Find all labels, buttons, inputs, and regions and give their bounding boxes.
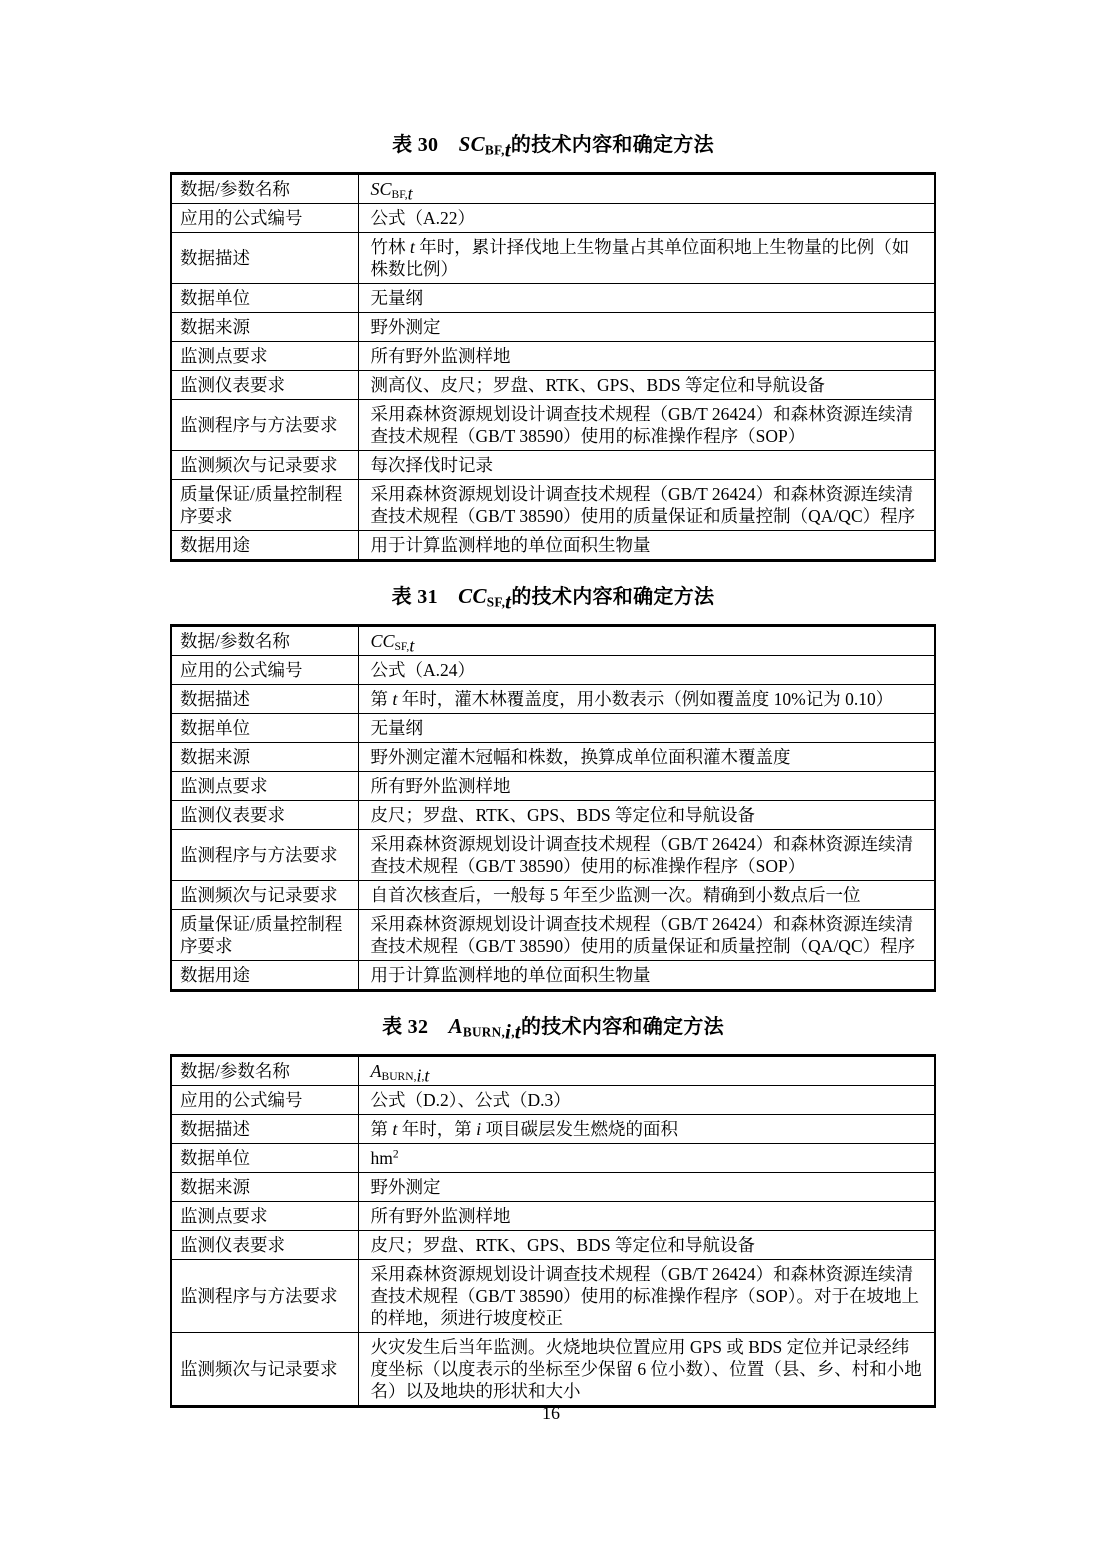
text-segment: 公式（D.2）、公式（D.3） — [370, 1090, 571, 1110]
table-row — [171, 626, 935, 656]
data-table — [170, 172, 936, 562]
row-value — [358, 743, 935, 772]
text-segment: hm — [370, 1148, 393, 1168]
table-row — [171, 400, 935, 451]
table-row — [171, 830, 935, 881]
text-segment: 采用森林资源规划设计调查技术规程（GB/T 26424）和森林资源连续清查技术规程（GB/T 38590）使用的标准操作程序（SOP） — [370, 834, 914, 876]
row-value — [358, 284, 935, 313]
data-table — [170, 1054, 936, 1408]
math-variable: SC — [370, 179, 392, 199]
row-label: 数据来源 — [171, 313, 358, 342]
row-value — [358, 313, 935, 342]
math-variable: CC — [458, 584, 487, 608]
row-label: 数据描述 — [171, 233, 358, 284]
row-value — [358, 174, 935, 204]
table-row — [171, 714, 935, 743]
row-value — [358, 1115, 935, 1144]
table-title — [170, 131, 936, 162]
text-segment: 表 30 — [392, 134, 459, 156]
text-segment: 采用森林资源规划设计调查技术规程（GB/T 26424）和森林资源连续清查技术规程（GB/T 38590）使用的质量保证和质量控制（QA/QC）程序 — [370, 484, 916, 526]
text-segment: 公式（A.24） — [370, 660, 476, 680]
table-title — [170, 1013, 936, 1044]
row-value — [358, 531, 935, 561]
row-value — [358, 480, 935, 531]
text-segment: 火灾发生后当年监测。火烧地块位置应用 GPS 或 BDS 定位并记录经纬度坐标（以度表示的坐标至少保留 6 位小数）、位置（县、乡、村和小地名）以及地块的形状和大小 — [370, 1337, 922, 1401]
table-row — [171, 1144, 935, 1173]
text-segment: 第 — [370, 689, 393, 709]
table-row — [171, 313, 935, 342]
row-value — [358, 1086, 935, 1115]
text-segment: 皮尺；罗盘、RTK、GPS、BDS 等定位和导航设备 — [370, 1235, 755, 1255]
math-subscript: BURN, — [381, 1070, 417, 1083]
row-label: 数据描述 — [171, 1115, 358, 1144]
row-value — [358, 1260, 935, 1333]
row-label: 数据单位 — [171, 284, 358, 313]
table-row — [171, 772, 935, 801]
text-segment: 自首次核查后，一般每 5 年至少监测一次。精确到小数点后一位 — [370, 885, 861, 905]
text-segment: 野外测定 — [370, 1177, 441, 1197]
text-segment: 年时，第 — [397, 1119, 477, 1139]
row-value — [358, 656, 935, 685]
math-variable: i — [476, 1119, 482, 1139]
row-label: 监测点要求 — [171, 342, 358, 371]
text-segment: 测高仪、皮尺；罗盘、RTK、GPS、BDS 等定位和导航设备 — [370, 375, 825, 395]
table-row — [171, 1333, 935, 1407]
text-segment: 皮尺；罗盘、RTK、GPS、BDS 等定位和导航设备 — [370, 805, 755, 825]
text-segment: 表 32 — [382, 1016, 449, 1038]
row-value — [358, 1333, 935, 1407]
row-label: 数据单位 — [171, 714, 358, 743]
math-subscript: BF, — [484, 142, 505, 158]
row-value — [358, 400, 935, 451]
math-superscript: 2 — [392, 1148, 399, 1161]
row-label: 监测频次与记录要求 — [171, 881, 358, 910]
table-row — [171, 1056, 935, 1086]
table-row — [171, 801, 935, 830]
table-row — [171, 1115, 935, 1144]
row-label: 数据单位 — [171, 1144, 358, 1173]
row-value — [358, 1056, 935, 1086]
row-label: 监测频次与记录要求 — [171, 451, 358, 480]
row-label: 数据描述 — [171, 685, 358, 714]
math-variable: CC — [370, 631, 395, 651]
text-segment: 用于计算监测样地的单位面积生物量 — [370, 965, 651, 985]
row-label: 监测点要求 — [171, 772, 358, 801]
row-label: 监测程序与方法要求 — [171, 400, 358, 451]
row-label: 应用的公式编号 — [171, 1086, 358, 1115]
math-variable: A — [448, 1014, 463, 1038]
text-segment: 采用森林资源规划设计调查技术规程（GB/T 26424）和森林资源连续清查技术规程（GB/T 38590）使用的质量保证和质量控制（QA/QC）程序 — [370, 914, 916, 956]
row-value — [358, 961, 935, 991]
text-segment: 每次择伐时记录 — [370, 455, 493, 475]
math-subscript-variable: t — [504, 137, 511, 162]
table-row — [171, 961, 935, 991]
row-value — [358, 204, 935, 233]
row-label: 应用的公式编号 — [171, 204, 358, 233]
text-segment: 野外测定灌木冠幅和株数，换算成单位面积灌木覆盖度 — [370, 747, 791, 767]
row-value — [358, 1231, 935, 1260]
row-label: 监测频次与记录要求 — [171, 1333, 358, 1407]
table-row — [171, 451, 935, 480]
row-value — [358, 714, 935, 743]
table-row — [171, 204, 935, 233]
row-value — [358, 881, 935, 910]
text-segment: 无量纲 — [370, 288, 423, 308]
math-subscript-variable: t — [424, 1065, 430, 1086]
table-title — [170, 583, 936, 614]
text-segment: 采用森林资源规划设计调查技术规程（GB/T 26424）和森林资源连续清查技术规程（GB/T 38590）使用的标准操作程序（SOP） — [370, 404, 914, 446]
text-segment: 竹林 — [370, 237, 410, 257]
row-value — [358, 626, 935, 656]
row-label: 数据/参数名称 — [171, 174, 358, 204]
row-label: 数据用途 — [171, 531, 358, 561]
text-segment: 用于计算监测样地的单位面积生物量 — [370, 535, 651, 555]
math-variable: t — [392, 1119, 398, 1139]
document-content — [170, 0, 936, 1408]
math-subscript: SF, — [486, 594, 506, 610]
math-subscript: BURN, — [462, 1024, 506, 1040]
text-segment: 的技术内容和确定方法 — [511, 586, 715, 608]
table-row — [171, 531, 935, 561]
row-label: 数据来源 — [171, 743, 358, 772]
math-subscript: , — [421, 1070, 425, 1083]
row-value — [358, 1173, 935, 1202]
row-label: 数据/参数名称 — [171, 1056, 358, 1086]
page-number: 16 — [542, 1403, 560, 1423]
row-label: 应用的公式编号 — [171, 656, 358, 685]
text-segment: 第 — [370, 1119, 393, 1139]
text-segment: 采用森林资源规划设计调查技术规程（GB/T 26424）和森林资源连续清查技术规程（GB/T 38590）使用的标准操作程序（SOP）。对于在坡地上的样地，须进行坡度校正 — [370, 1264, 920, 1328]
math-subscript-variable: i — [416, 1065, 422, 1086]
text-segment: 年时，累计择伐地上生物量占其单位面积地上生物量的比例（如株数比例） — [370, 237, 910, 279]
text-segment: 所有野外监测样地 — [370, 346, 511, 366]
row-value — [358, 1144, 935, 1173]
text-segment: 项目碳层发生燃烧的面积 — [481, 1119, 679, 1139]
table-row — [171, 743, 935, 772]
math-variable: SC — [458, 132, 485, 156]
row-value — [358, 371, 935, 400]
row-value — [358, 685, 935, 714]
text-segment: 年时，灌木林覆盖度，用小数表示（例如覆盖度 10%记为 0.10） — [397, 689, 894, 709]
table-row — [171, 685, 935, 714]
text-segment: 所有野外监测样地 — [370, 776, 511, 796]
row-label: 质量保证/质量控制程序要求 — [171, 910, 358, 961]
math-subscript-variable: t — [514, 1019, 521, 1044]
row-value — [358, 342, 935, 371]
math-variable: t — [392, 689, 398, 709]
row-value — [358, 910, 935, 961]
row-label: 数据来源 — [171, 1173, 358, 1202]
row-value — [358, 233, 935, 284]
table-row — [171, 233, 935, 284]
row-label: 监测点要求 — [171, 1202, 358, 1231]
math-subscript: SF, — [394, 640, 410, 653]
table-row — [171, 342, 935, 371]
table-row — [171, 371, 935, 400]
table-row — [171, 1086, 935, 1115]
math-subscript-variable: t — [409, 635, 415, 656]
text-segment: 公式（A.22） — [370, 208, 476, 228]
text-segment: 无量纲 — [370, 718, 423, 738]
text-segment: 的技术内容和确定方法 — [510, 134, 714, 156]
math-subscript-variable: t — [505, 589, 512, 614]
row-label: 监测仪表要求 — [171, 371, 358, 400]
math-variable: A — [370, 1061, 382, 1081]
table-row — [171, 1173, 935, 1202]
table-row — [171, 1231, 935, 1260]
row-value — [358, 772, 935, 801]
row-label: 监测仪表要求 — [171, 1231, 358, 1260]
math-subscript-variable: i — [505, 1019, 512, 1044]
row-label: 监测程序与方法要求 — [171, 1260, 358, 1333]
row-value — [358, 801, 935, 830]
table-row — [171, 910, 935, 961]
text-segment: 表 31 — [391, 586, 459, 608]
row-value — [358, 830, 935, 881]
text-segment: 野外测定 — [370, 317, 441, 337]
math-subscript: , — [511, 1024, 515, 1040]
math-subscript: BF, — [391, 188, 408, 201]
table-row — [171, 881, 935, 910]
table-row — [171, 1260, 935, 1333]
row-label: 监测程序与方法要求 — [171, 830, 358, 881]
math-variable: t — [409, 237, 415, 257]
row-label: 数据/参数名称 — [171, 626, 358, 656]
row-label: 监测仪表要求 — [171, 801, 358, 830]
row-value — [358, 451, 935, 480]
row-label: 质量保证/质量控制程序要求 — [171, 480, 358, 531]
row-label: 数据用途 — [171, 961, 358, 991]
text-segment: 的技术内容和确定方法 — [520, 1016, 724, 1038]
table-row — [171, 284, 935, 313]
math-subscript-variable: t — [407, 183, 413, 204]
table-row — [171, 480, 935, 531]
data-table — [170, 624, 936, 992]
row-value — [358, 1202, 935, 1231]
table-row — [171, 656, 935, 685]
table-row — [171, 174, 935, 204]
table-row — [171, 1202, 935, 1231]
text-segment: 所有野外监测样地 — [370, 1206, 511, 1226]
